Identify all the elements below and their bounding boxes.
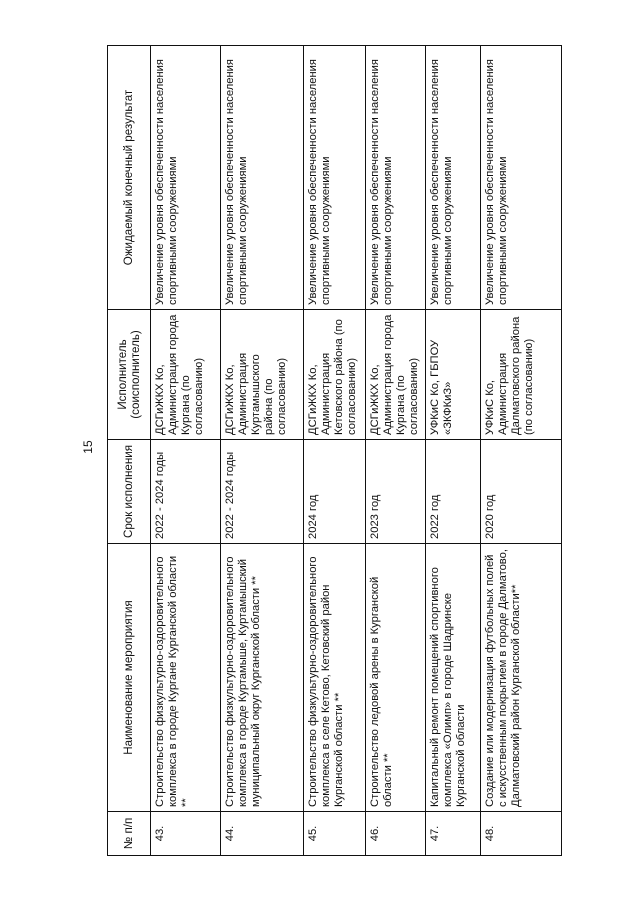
table-header-row: [108, 46, 151, 856]
row-executor: УФКиС Ко, Администрация Далматовского района (по согласованию): [481, 310, 562, 440]
row-executor: ДСГиЖКХ Ко, Администрация Кетовского района (по согласованию): [304, 310, 366, 440]
row-executor: УФКиС Ко, ГБПОУ «ЗКФКиЗ»: [426, 310, 481, 440]
row-name: Строительство физкультурно-оздоровительного комплекса в селе Кетово, Кетовский район Курганской области **: [304, 544, 366, 812]
row-num: 44.: [221, 812, 304, 856]
measures-table: [107, 45, 562, 856]
row-term: 2023 год: [366, 440, 426, 544]
row-result: Увеличение уровня обеспеченности населения спортивными сооружениями: [221, 46, 304, 310]
page-number: 15: [81, 440, 95, 454]
header-num: № п/п: [108, 812, 151, 856]
table-row: [151, 46, 221, 856]
row-term: 2022 - 2024 годы: [221, 440, 304, 544]
header-executor: Исполнитель (соисполнитель): [108, 310, 151, 440]
row-result: Увеличение уровня обеспеченности населения спортивными сооружениями: [304, 46, 366, 310]
row-name: Создание или модернизация футбольных полей с искусственным покрытием в городе Далматово, Далматовский район Курганской области**: [481, 544, 562, 812]
row-num: 45.: [304, 812, 366, 856]
row-name: Строительство физкультурно-оздоровительного комплекса в городе Кургане Курганской области **: [151, 544, 221, 812]
row-term: 2022 год: [426, 440, 481, 544]
header-result: Ожидаемый конечный результат: [108, 46, 151, 310]
row-num: 48.: [481, 812, 562, 856]
table-row: [426, 46, 481, 856]
table-container: [107, 46, 561, 856]
row-num: 43.: [151, 812, 221, 856]
table-row: [366, 46, 426, 856]
header-term: Срок исполнения: [108, 440, 151, 544]
row-term: 2020 год: [481, 440, 562, 544]
table-row: [221, 46, 304, 856]
header-name: Наименование мероприятия: [108, 544, 151, 812]
row-result: Увеличение уровня обеспеченности населения спортивными сооружениями: [426, 46, 481, 310]
row-term: 2022 - 2024 годы: [151, 440, 221, 544]
row-executor: ДСГиЖКХ Ко, Администрация Куртамышского района (по согласованию): [221, 310, 304, 440]
row-executor: ДСГиЖКХ Ко, Администрация города Кургана (по согласованию): [151, 310, 221, 440]
row-executor: ДСГиЖКХ Ко, Администрация города Кургана (по согласованию): [366, 310, 426, 440]
row-name: Строительство физкультурно-оздоровительного комплекса в городе Куртамыше, Куртамышский муниципальный округ Курганской области **: [221, 544, 304, 812]
table-row: [481, 46, 562, 856]
row-num: 46.: [366, 812, 426, 856]
row-term: 2024 год: [304, 440, 366, 544]
table-row: [304, 46, 366, 856]
row-name: Капитальный ремонт помещений спортивного комплекса «Олимп» в городе Шадринске Курганской области: [426, 544, 481, 812]
row-num: 47.: [426, 812, 481, 856]
row-result: Увеличение уровня обеспеченности населения спортивными сооружениями: [481, 46, 562, 310]
row-name: Строительство ледовой арены в Курганской области **: [366, 544, 426, 812]
row-result: Увеличение уровня обеспеченности населения спортивными сооружениями: [151, 46, 221, 310]
row-result: Увеличение уровня обеспеченности населения спортивными сооружениями: [366, 46, 426, 310]
